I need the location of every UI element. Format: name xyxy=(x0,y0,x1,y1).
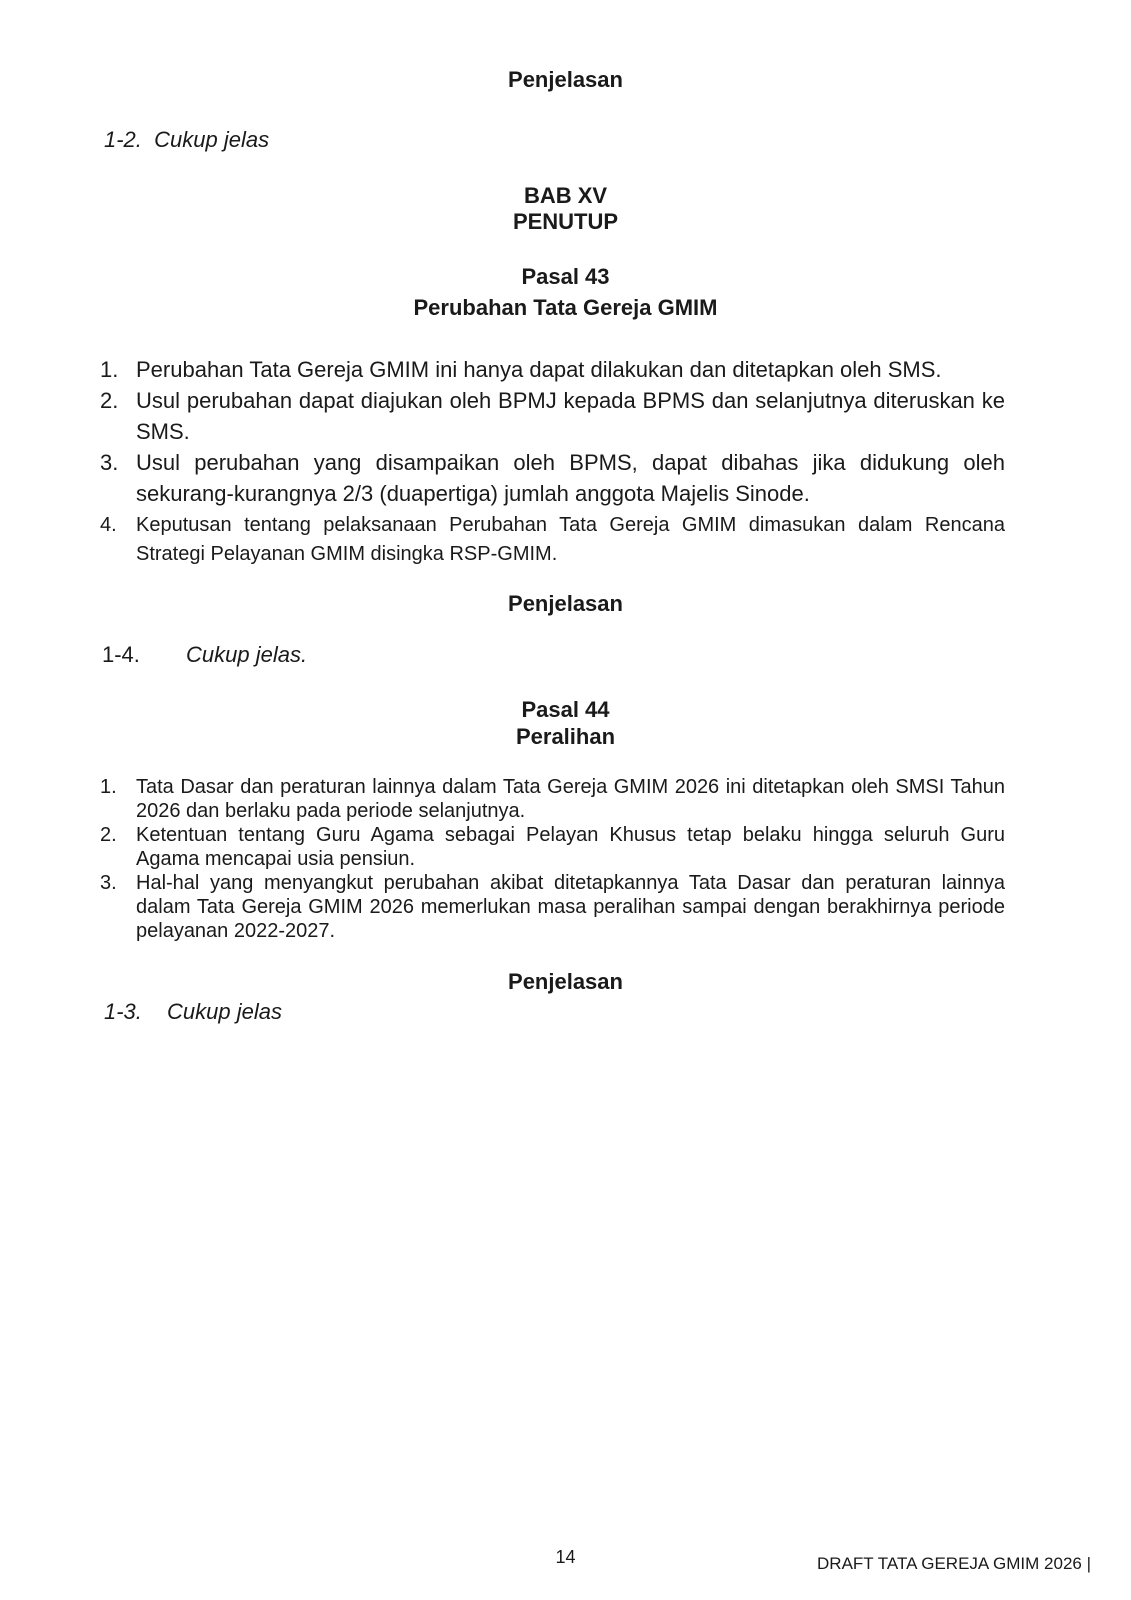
note-text: Cukup jelas xyxy=(154,127,270,152)
note-number: 1-4. xyxy=(102,642,140,667)
list-item xyxy=(100,385,1005,447)
list-item-number: 2. xyxy=(100,388,119,413)
penjelasan-note xyxy=(102,642,140,668)
list-item-text: Keputusan tentang pelaksanaan Perubahan Tata Gereja GMIM dimasukan dalam Rencana Strategi Pelayanan GMIM disingka RSP-GMIM. xyxy=(136,514,1005,565)
penjelasan-note xyxy=(104,127,269,153)
list-item xyxy=(100,447,1005,509)
list-item-text: Usul perubahan yang disampaikan oleh BPMS, dapat dibahas jika didukung oleh sekurang-kurangnya 2/3 (duapertiga) jumlah anggota Majelis Sinode. xyxy=(136,450,1005,506)
section-heading-penjelasan: Penjelasan xyxy=(508,591,623,616)
list-item-text: Perubahan Tata Gereja GMIM ini hanya dapat dilakukan dan ditetapkan oleh SMS. xyxy=(136,357,942,382)
chapter-title: PENUTUP xyxy=(512,209,619,234)
list-item-text: Usul perubahan dapat diajukan oleh BPMJ kepada BPMS dan selanjutnya diteruskan ke SMS. xyxy=(136,388,1005,444)
footer-document-title: DRAFT TATA GEREJA GMIM 2026 | xyxy=(817,1554,1091,1573)
list-item-text: Hal-hal yang menyangkut perubahan akibat ditetapkannya Tata Dasar dan peraturan lainnya dalam Tata Gereja GMIM 2026 memerlukan masa peralihan sampai dengan berakhirnya periode pelayanan 2022-2027. xyxy=(136,872,1005,942)
note-text: Cukup jelas xyxy=(167,999,282,1024)
list-item xyxy=(100,354,1005,385)
page-number: 14 xyxy=(555,1547,576,1567)
list-item-number: 1. xyxy=(100,357,119,382)
section-heading-penjelasan: Penjelasan xyxy=(508,969,623,994)
article-number: Pasal 44 xyxy=(521,697,610,722)
chapter-number: BAB XV xyxy=(523,183,608,208)
article-title: Perubahan Tata Gereja GMIM xyxy=(413,295,718,320)
list-item xyxy=(100,775,1005,823)
penjelasan-note xyxy=(104,999,142,1025)
list-item-number: 3. xyxy=(100,450,119,475)
article-number: Pasal 43 xyxy=(521,264,610,289)
article-43-list xyxy=(100,354,1005,569)
list-item-text: Tata Dasar dan peraturan lainnya dalam Tata Gereja GMIM 2026 ini ditetapkan oleh SMSI Tahun 2026 dan berlaku pada periode selanjutnya. xyxy=(136,776,1005,822)
list-item xyxy=(100,823,1005,871)
note-text: Cukup jelas. xyxy=(186,642,308,667)
note-number: 1-3. xyxy=(104,999,142,1024)
list-item-number: 3. xyxy=(100,872,117,894)
article-44-list xyxy=(100,775,1005,943)
article-title: Peralihan xyxy=(515,724,616,749)
list-item-number: 1. xyxy=(100,776,117,798)
list-item-number: 2. xyxy=(100,824,117,846)
list-item xyxy=(100,511,1005,569)
list-item-number: 4. xyxy=(100,514,117,536)
section-heading-penjelasan: Penjelasan xyxy=(508,67,623,92)
list-item-text: Ketentuan tentang Guru Agama sebagai Pelayan Khusus tetap belaku hingga seluruh Guru Agama mencapai usia pensiun. xyxy=(136,824,1005,870)
list-item xyxy=(100,871,1005,943)
note-number: 1-2. xyxy=(104,127,142,152)
